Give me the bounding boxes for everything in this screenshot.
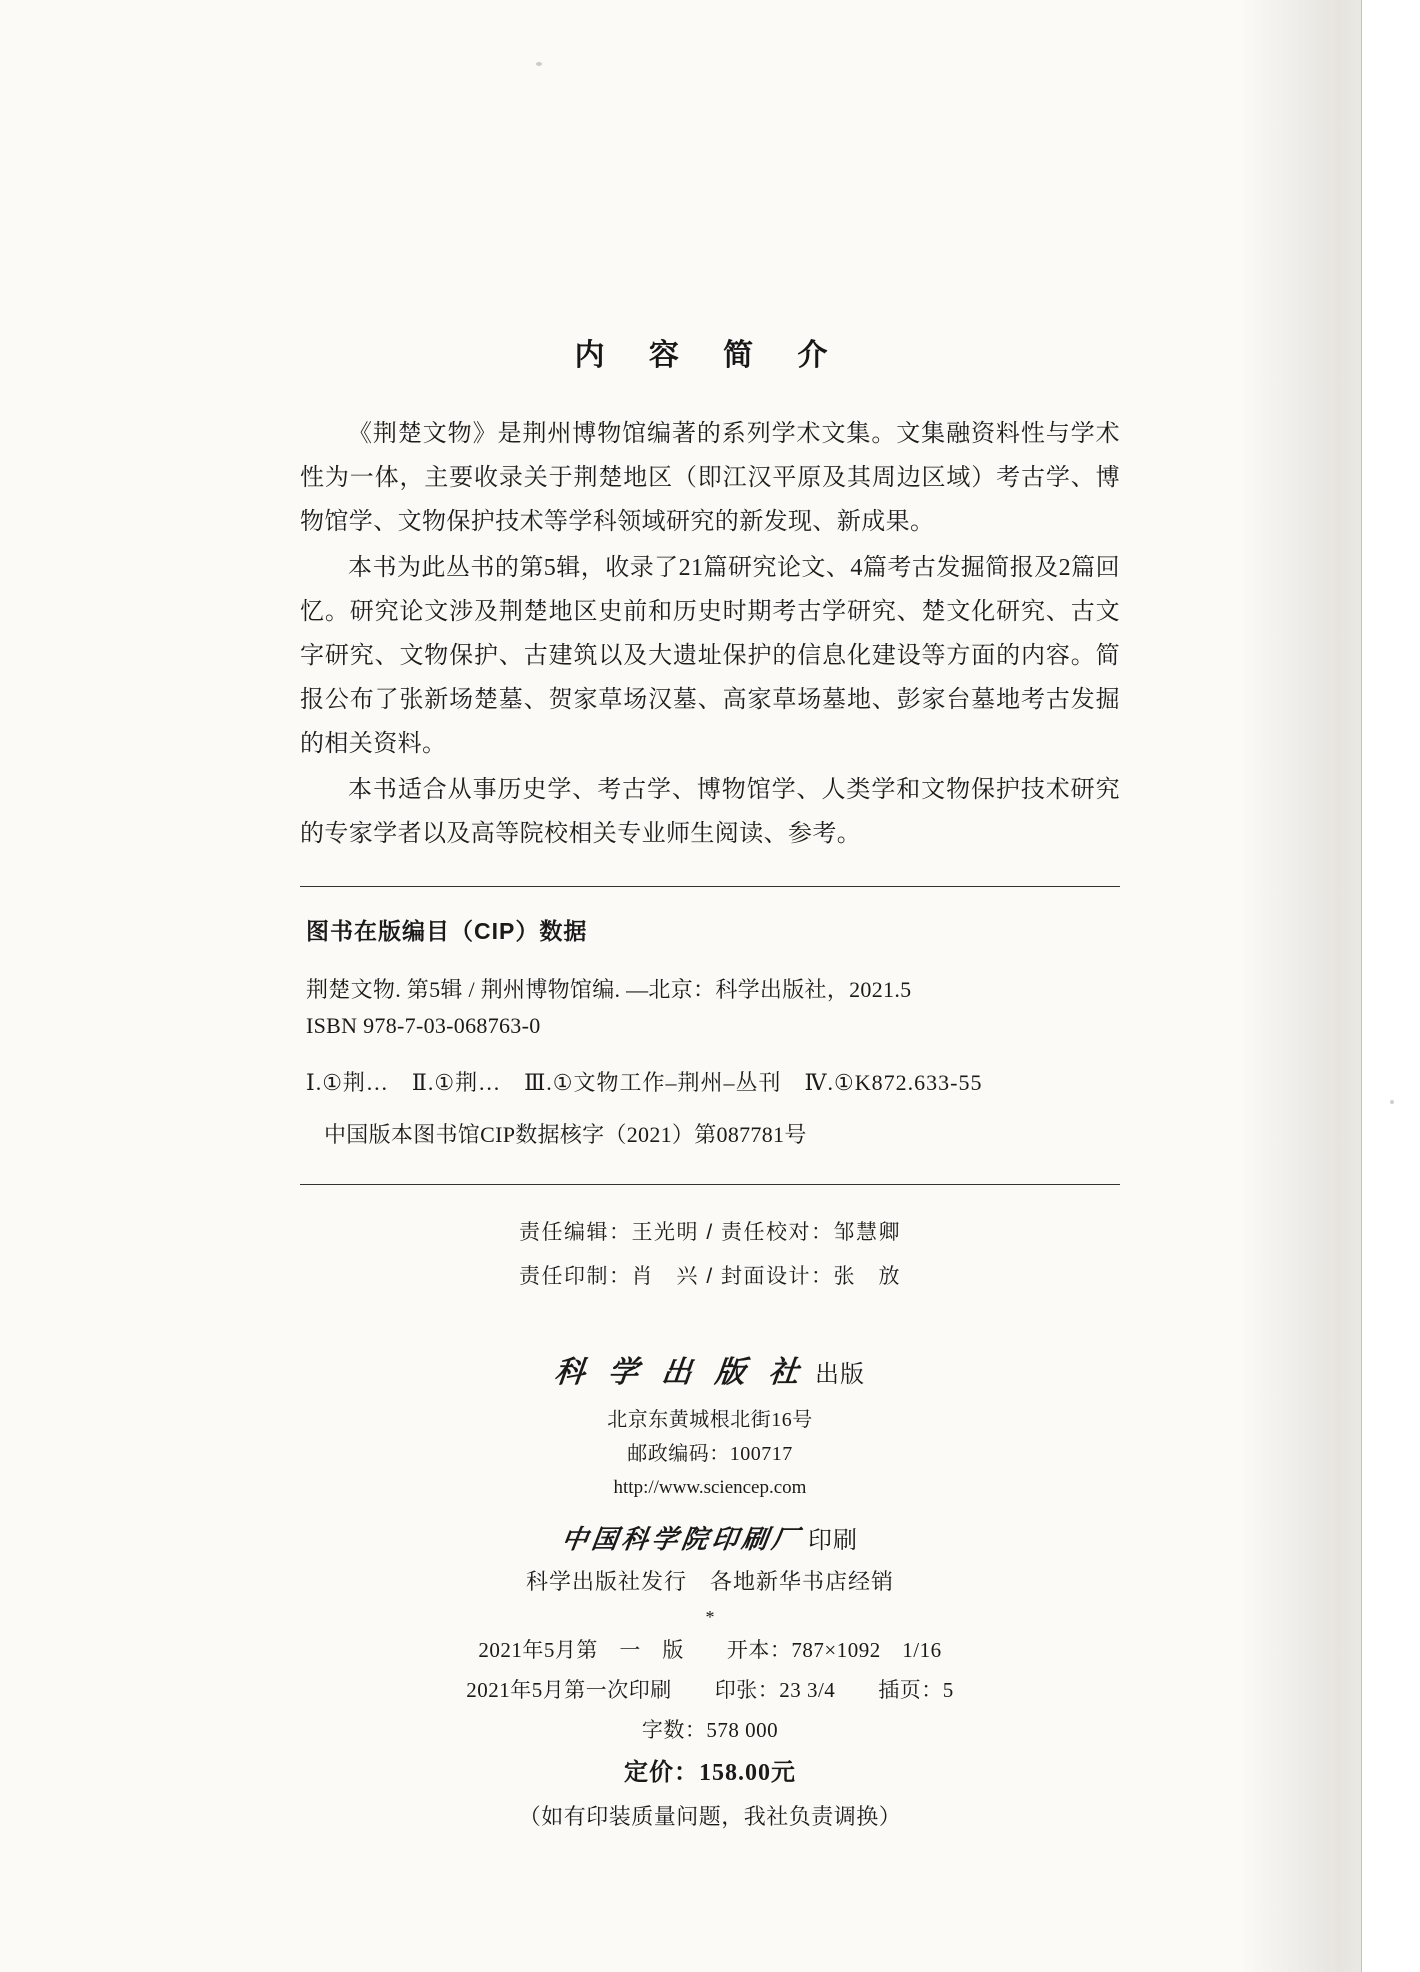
publisher-url: http://www.sciencep.com: [613, 1477, 807, 1498]
credit-editor-line: 责任编辑：王光明 / 责任校对：邹慧卿: [518, 1221, 901, 1244]
cip-isbn: ISBN 978-7-03-068763-0: [306, 1013, 541, 1038]
printer-suffix: 印刷: [808, 1528, 858, 1554]
spec-line-1: 2021年5月第 一 版 开本：787×1092 1/16: [478, 1638, 942, 1662]
credit-production-line: 责任印制：肖 兴 / 封面设计：张 放: [518, 1265, 901, 1288]
divider-top: [300, 886, 1120, 887]
cip-classification: Ⅰ.①荆… Ⅱ.①荆… Ⅲ.①文物工作–荆州–丛刊 Ⅳ.①K872.633-55: [306, 1070, 983, 1095]
abstract-paragraph-1: 《荆楚文物》是荆州博物馆编著的系列学术文集。文集融资料性与学术性为一体，主要收录关于荆楚地区（即江汉平原及其周边区域）考古学、博物馆学、文物保护技术等学科领域研究的新发现、新成果。: [300, 421, 1120, 535]
cip-spacer: [300, 1044, 1120, 1064]
spec-line-3: 字数：578 000: [641, 1718, 779, 1742]
quality-note: （如有印装质量问题，我社负责调换）: [518, 1804, 902, 1829]
credits-block: [300, 1211, 1120, 1299]
abstract-paragraph-2: 本书为此丛书的第5辑，收录了21篇研究论文、4篇考古发掘简报及2篇回忆。研究论文涉及荆楚地区史前和历史时期考古学研究、楚文化研究、古文字研究、文物保护、古建筑以及大遗址保护的信息化建设等方面的内容。简报公布了张新场楚墓、贺家草场汉墓、高家草场墓地、彭家台墓地考古发掘的相关资料。: [300, 555, 1120, 757]
price-value: 158.00元: [699, 1760, 796, 1786]
publisher-suffix: 出版: [815, 1362, 865, 1388]
printer-logo: 中国科学院印刷厂: [559, 1525, 804, 1554]
cip-verification-number: 中国版本图书馆CIP数据核字（2021）第087781号: [324, 1122, 807, 1147]
cip-heading: 图书在版编目（CIP）数据: [306, 918, 588, 944]
science-press-logo: 科 学 出 版 社: [552, 1356, 809, 1389]
scan-speck: [1390, 1100, 1394, 1104]
distribution-line: 科学出版社发行 各地新华书店经销: [525, 1569, 894, 1594]
price-line: [300, 1750, 1120, 1796]
page-right-edge: [1362, 0, 1420, 1972]
publisher-postcode: 邮政编码：100717: [627, 1443, 793, 1465]
publisher-address: 北京东黄城根北街16号: [607, 1409, 813, 1431]
divider-bottom: [300, 1184, 1120, 1185]
separator-asterisk: *: [705, 1607, 715, 1627]
spec-line-2: 2021年5月第一次印刷 印张：23 3/4 插页：5: [466, 1678, 954, 1702]
page-content: [300, 330, 1120, 1838]
cip-entry: 荆楚文物. 第5辑 / 荆州博物馆编. —北京：科学出版社，2021.5: [306, 977, 912, 1002]
publisher-name-line: [300, 1347, 1120, 1391]
page-title: 内 容 简 介: [574, 339, 846, 372]
publisher-block: [300, 1347, 1120, 1838]
scan-speck: [536, 62, 542, 66]
abstract-paragraph-3: 本书适合从事历史学、考古学、博物馆学、人类学和文物保护技术研究的专家学者以及高等院校相关专业师生阅读、参考。: [300, 777, 1120, 847]
printer-line: [300, 1519, 1120, 1556]
page-edge-line: [1361, 0, 1362, 1972]
price-label: 定价：: [624, 1760, 699, 1786]
